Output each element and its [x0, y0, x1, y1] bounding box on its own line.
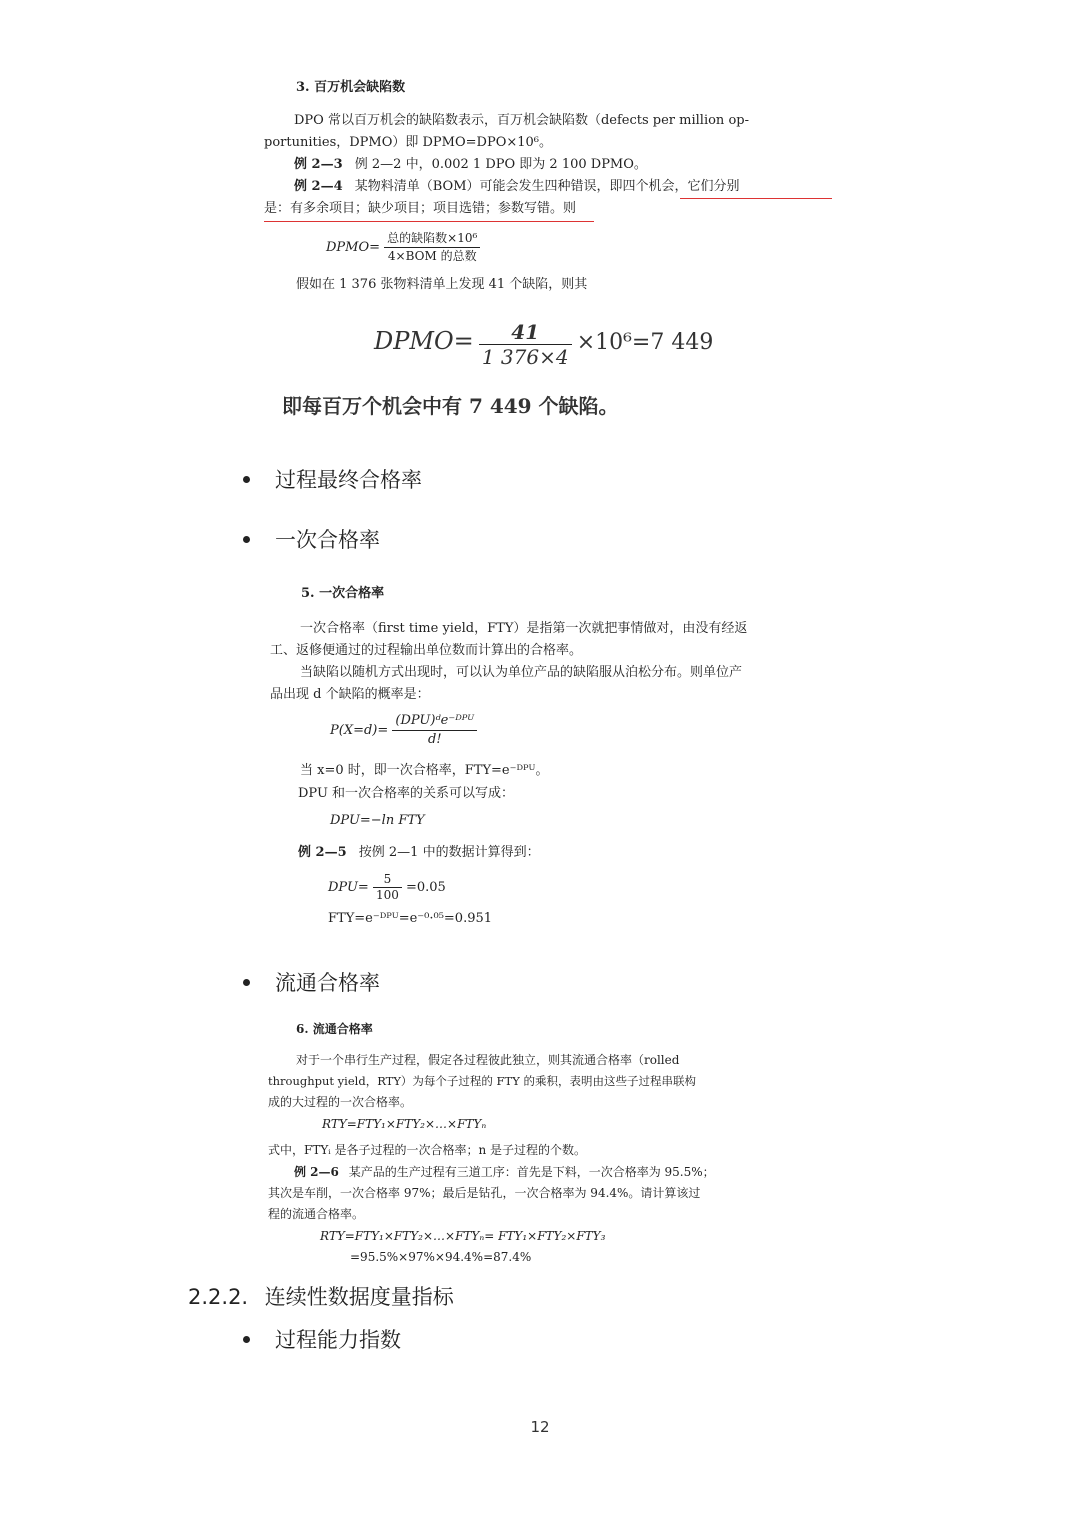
formula-2-lhs: DPMO=	[374, 327, 474, 355]
formula-1-denominator: 4×BOM 的总数	[387, 249, 477, 263]
example-4-line1: 某物料清单（BOM）可能会发生四种错误，即四个机会，它们分别	[354, 179, 740, 194]
scan2-title: 5. 一次合格率	[301, 586, 385, 601]
dpu-numerator: 5	[373, 872, 402, 888]
scan1-example-4	[264, 176, 844, 198]
bullet-dot	[243, 536, 250, 543]
formula-1-numerator: 总的缺陷数×10⁶	[384, 230, 480, 248]
page-number: 12	[530, 1418, 550, 1436]
example-6-line1: 某产品的生产过程有三道工序：首先是下料，一次合格率为 95.5%；	[348, 1165, 715, 1179]
scan2-p1-line1: 一次合格率（first time yield，FTY）是指第一次就把事情做对，由没有经返	[300, 621, 748, 636]
bullet-label: 过程能力指数	[275, 1328, 401, 1352]
scan2-formula-2: DPU=−ln FTY	[330, 813, 425, 828]
bullet-label: 一次合格率	[275, 528, 380, 552]
scan1-example-3	[264, 154, 844, 176]
bullet-label: 过程最终合格率	[275, 468, 422, 492]
poisson-numerator: (DPU)ᵈe⁻ᴰᴾᵁ	[392, 712, 477, 731]
scan3-paragraph	[268, 1050, 843, 1113]
scan3-p1-line2: throughput yield，RTY）为每个子过程的 FTY 的乘积，表明由这些子过程串联构	[268, 1074, 696, 1088]
bullet-label: 流通合格率	[275, 971, 380, 995]
scan2-p2-line1: 当缺陷以随机方式出现时，可以认为单位产品的缺陷服从泊松分布。则单位产	[300, 665, 743, 680]
scan3-example-6	[268, 1162, 848, 1225]
scan2-formula-1	[330, 712, 477, 749]
scan1-paragraph-2: 假如在 1 376 张物料清单上发现 41 个缺陷，则其	[296, 277, 588, 292]
scan2-p1-line2: 工、返修便通过的过程输出单位数而计算出的合格率。	[270, 643, 583, 658]
formula-1-fraction	[384, 230, 480, 265]
section-heading	[188, 1281, 454, 1311]
scan2-formula-4: FTY=e⁻ᴰᴾᵁ=e⁻⁰·⁰⁵=0.951	[328, 911, 493, 926]
scan1-formula-1	[326, 230, 480, 265]
scan2-paragraph-4: DPU 和一次合格率的关系可以写成：	[298, 786, 515, 801]
dpu-rhs: =0.05	[405, 880, 446, 895]
scan2-p3: 当 x=0 时，即一次合格率，FTY=e⁻ᴰᴾᵁ。	[300, 763, 549, 778]
example-6-label: 例 2—6	[294, 1165, 339, 1179]
scan1-paragraph	[264, 110, 844, 220]
example-5-label: 例 2—5	[298, 845, 347, 860]
formula-1-lhs: DPMO=	[326, 240, 381, 255]
rty-formula-line2: =95.5%×97%×94.4%=87.4%	[350, 1250, 532, 1264]
poisson-fraction	[392, 712, 477, 749]
bullet-dot	[243, 979, 250, 986]
scan2-paragraph	[270, 618, 840, 706]
example-5-text: 按例 2—1 中的数据计算得到：	[358, 845, 540, 860]
scan3-formula-2	[320, 1226, 605, 1268]
scan1-formula-2	[374, 320, 713, 369]
example-6-line2: 其次是车削，一次合格率 97%；最后是钻孔，一次合格率为 94.4%。请计算该过	[268, 1186, 701, 1200]
scan3-formula-1: RTY=FTY₁×FTY₂×…×FTYₙ	[322, 1117, 487, 1131]
example-4-label: 例 2—4	[294, 179, 343, 194]
rty-formula-line1: RTY=FTY₁×FTY₂×…×FTYₙ= FTY₁×FTY₂×FTY₃	[320, 1229, 606, 1243]
formula-2-rhs: ×10⁶=7 449	[576, 330, 714, 355]
scan3-p1-line1: 对于一个串行生产过程，假定各过程彼此独立，则其流通合格率（rolled	[296, 1053, 680, 1067]
example-3-label: 例 2—3	[294, 157, 343, 172]
poisson-lhs: P(X=d)=	[330, 723, 389, 738]
scan1-p1-line1: DPO 常以百万机会的缺陷数表示，百万机会缺陷数（defects per million op-	[294, 113, 749, 128]
poisson-denominator: d!	[428, 732, 442, 747]
scan2-paragraph-3	[300, 760, 548, 782]
formula-2-numerator: 41	[479, 320, 572, 345]
example-6-line3: 程的流通合格率。	[268, 1207, 365, 1221]
example-3-text: 例 2—2 中，0.002 1 DPO 即为 2 100 DPMO。	[354, 157, 647, 172]
scan1-conclusion: 即每百万个机会中有 7 449 个缺陷。	[282, 394, 619, 418]
scan3-title: 6. 流通合格率	[296, 1022, 373, 1036]
bullet-item	[243, 967, 380, 997]
bullet-item	[243, 524, 380, 554]
red-underline-1	[680, 198, 832, 199]
bullet-dot	[243, 476, 250, 483]
scan3-p1-line3: 成的大过程的一次合格率。	[268, 1095, 413, 1109]
formula-2-denominator: 1 376×4	[481, 345, 569, 369]
example-6-line1-row	[268, 1162, 848, 1183]
scan2-example-5	[298, 842, 540, 864]
dpu-lhs: DPU=	[328, 880, 369, 895]
red-underline-2	[264, 221, 594, 222]
scan2-p2-line2: 品出现 d 个缺陷的概率是：	[270, 687, 430, 702]
formula-2-fraction	[479, 320, 572, 369]
scan1-example-4-line2: 是：有多余项目；缺少项目；项目选错；参数写错。则	[264, 201, 577, 216]
scan2-formula-3	[328, 872, 446, 903]
scan3-paragraph-2: 式中，FTYᵢ 是各子过程的一次合格率；n 是子过程的个数。	[268, 1143, 587, 1157]
section-title: 连续性数据度量指标	[264, 1285, 454, 1309]
section-number: 2.2.2.	[188, 1285, 249, 1309]
dpu-fraction	[373, 872, 402, 903]
bullet-dot	[243, 1336, 250, 1343]
scan1-title: 3. 百万机会缺陷数	[296, 80, 406, 95]
dpu-denominator: 100	[375, 888, 399, 902]
bullet-item	[243, 1324, 401, 1354]
scan1-p1-line2: portunities，DPMO）即 DPMO=DPO×10⁶。	[264, 135, 553, 150]
bullet-item	[243, 464, 422, 494]
